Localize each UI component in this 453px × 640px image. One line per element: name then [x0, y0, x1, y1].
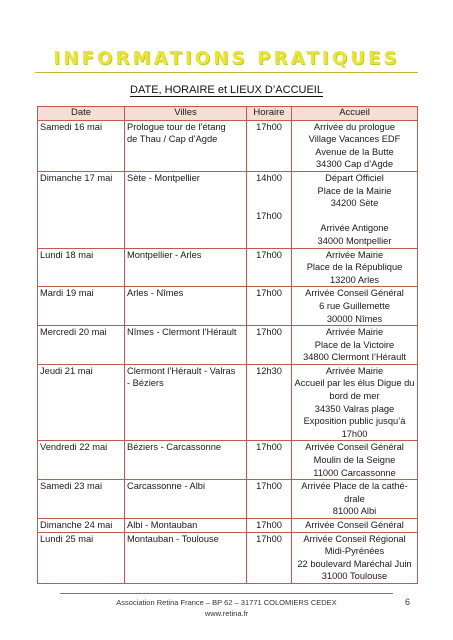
title-divider [35, 72, 418, 73]
table-row [38, 480, 418, 519]
cell-horaire [247, 480, 292, 519]
cell-accueil-line: Moulin de la Seigne [313, 455, 396, 466]
cell-date-line: Lundi 25 mai [40, 533, 94, 544]
footer-address: Association Retina France – BP 62 – 31771 COLOMIERS CEDEX [116, 598, 337, 607]
cell-horaire-line: 17h00 [256, 210, 282, 221]
cell-villes [125, 364, 247, 441]
cell-accueil-line: Arrivée du prologue [313, 121, 396, 132]
cell-date [38, 287, 125, 326]
cell-accueil-line: drale [344, 493, 365, 504]
cell-accueil-line: 17h00 [341, 428, 368, 439]
cell-date [38, 364, 125, 441]
cell-accueil-line: Place de la Mairie [317, 185, 392, 196]
header-horaire: Horaire [247, 107, 292, 121]
cell-accueil-line: Place de la Victoire [314, 339, 395, 350]
cell-accueil-line: Midi-Pyrénées [324, 546, 385, 557]
cell-villes [125, 248, 247, 287]
cell-villes-line: Arles - Nîmes [127, 288, 184, 299]
cell-accueil [292, 326, 418, 365]
cell-villes-line: Montauban - Toulouse [127, 533, 219, 544]
cell-accueil-line [294, 210, 415, 223]
cell-accueil [292, 287, 418, 326]
schedule-table [37, 106, 418, 584]
cell-accueil [292, 248, 418, 287]
cell-accueil [292, 519, 418, 533]
cell-accueil-line: 6 rue Guillemette [319, 300, 390, 311]
cell-accueil [292, 364, 418, 441]
table-row [38, 364, 418, 441]
cell-horaire-line: 17h00 [256, 121, 282, 132]
cell-accueil-line: 34300 Cap d’Agde [315, 159, 394, 170]
cell-date-line: Samedi 16 mai [40, 121, 103, 132]
cell-horaire [247, 532, 292, 583]
cell-accueil-line: Accueil par les élus Digue du [294, 378, 415, 389]
table-row [38, 171, 418, 248]
cell-horaire-line [249, 185, 289, 198]
cell-horaire-line: 17h00 [256, 481, 282, 492]
cell-villes-line: Béziers - Carcassonne [127, 442, 222, 453]
cell-horaire [247, 519, 292, 533]
cell-villes-line: Prologue tour de l’étang [127, 121, 226, 132]
cell-villes-line: Carcassonne - Albi [127, 481, 206, 492]
cell-accueil-line: 11000 Carcassonne [313, 467, 396, 478]
cell-accueil [292, 532, 418, 583]
cell-accueil-line: Arrivée Antigone [320, 223, 389, 234]
cell-accueil-line: Place de la République [306, 262, 403, 273]
cell-accueil [292, 441, 418, 480]
cell-horaire-line: 14h00 [256, 172, 282, 183]
table-row [38, 441, 418, 480]
cell-horaire [247, 171, 292, 248]
cell-horaire [247, 287, 292, 326]
cell-horaire-line: 12h30 [256, 365, 282, 376]
schedule-body [38, 120, 418, 583]
header-date: Date [38, 107, 125, 121]
cell-horaire-line: 17h00 [256, 288, 282, 299]
cell-villes [125, 519, 247, 533]
footer-website: www.retina.fr [204, 609, 249, 618]
cell-date-line: Vendredi 22 mai [40, 442, 108, 453]
cell-accueil-line: 22 boulevard Maréchal Juin [297, 558, 412, 569]
cell-accueil-line: 30000 Nîmes [326, 313, 383, 324]
cell-date [38, 519, 125, 533]
cell-accueil-line: 31000 Toulouse [321, 571, 388, 582]
cell-date [38, 171, 125, 248]
footer-divider [60, 593, 393, 594]
cell-villes-line: Nîmes - Clermont l’Hérault [127, 327, 237, 338]
cell-accueil-line: bord de mer [329, 391, 380, 402]
cell-accueil [292, 171, 418, 248]
section-subtitle [0, 84, 453, 96]
cell-villes-line: Montpellier - Arles [127, 249, 202, 260]
cell-villes [125, 120, 247, 171]
page-number: 6 [405, 597, 411, 607]
cell-villes [125, 287, 247, 326]
cell-date-line: Jeudi 21 mai [40, 365, 93, 376]
cell-horaire [247, 248, 292, 287]
cell-accueil-line: Village Vacances EDF [308, 134, 401, 145]
cell-accueil-line: 34350 Valras plage [314, 403, 395, 414]
cell-date-line: Dimanche 17 mai [40, 172, 113, 183]
cell-date [38, 532, 125, 583]
cell-accueil-line: Arrivée Conseil Général [305, 442, 404, 453]
cell-accueil-line: Arrivée Conseil Régional [303, 533, 406, 544]
cell-horaire-line: 17h00 [256, 442, 282, 453]
cell-horaire [247, 326, 292, 365]
footer [0, 597, 453, 619]
table-row [38, 287, 418, 326]
cell-horaire-line [249, 197, 289, 210]
table-row [38, 532, 418, 583]
cell-villes [125, 171, 247, 248]
cell-villes-line: Albi - Montauban [127, 520, 198, 530]
cell-accueil-line: 34800 Clermont l’Hérault [303, 352, 406, 363]
table-row [38, 248, 418, 287]
page-title: INFORMATIONS PRATIQUES [53, 48, 400, 69]
cell-accueil-line: 34200 Sète [330, 198, 379, 209]
cell-date [38, 120, 125, 171]
table-header-row [38, 107, 418, 121]
cell-accueil-line: Départ Officiel [325, 172, 384, 183]
cell-accueil-line: Arrivée Mairie [325, 365, 384, 376]
cell-accueil-line: Arrivée Conseil Général [305, 520, 404, 530]
cell-date [38, 441, 125, 480]
table-row [38, 120, 418, 171]
cell-accueil-line: 34000 Montpellier [317, 235, 392, 246]
cell-villes [125, 441, 247, 480]
header-villes: Villes [125, 107, 247, 121]
cell-accueil-line: Avenue de la Butte [315, 146, 394, 157]
cell-date [38, 480, 125, 519]
cell-date-line: Mardi 19 mai [40, 288, 94, 299]
cell-villes-line: Sète - Montpellier [127, 172, 200, 183]
cell-accueil-line: Arrivée Mairie [325, 327, 384, 338]
cell-horaire-line: 17h00 [256, 520, 282, 530]
cell-accueil-line: 81000 Albi [332, 506, 377, 517]
cell-accueil [292, 480, 418, 519]
cell-villes [125, 532, 247, 583]
cell-accueil-line: Exposition public jusqu’à [303, 416, 406, 427]
cell-date-line: Dimanche 24 mai [40, 520, 113, 530]
cell-villes-line: Clermont l’Hérault - Valras [127, 365, 236, 376]
cell-horaire [247, 441, 292, 480]
cell-villes-line: - Béziers [127, 378, 164, 389]
header-accueil: Accueil [292, 107, 418, 121]
cell-villes [125, 326, 247, 365]
table-row [38, 326, 418, 365]
cell-accueil-line: Arrivée Conseil Général [305, 288, 404, 299]
cell-accueil-line: 13200 Arles [329, 274, 380, 285]
table-row [38, 519, 418, 533]
cell-date-line: Lundi 18 mai [40, 249, 94, 260]
cell-accueil-line: Arrivée Place de la cathé- [301, 481, 408, 492]
cell-villes [125, 480, 247, 519]
cell-date [38, 326, 125, 365]
cell-date-line: Samedi 23 mai [40, 481, 103, 492]
cell-horaire-line: 17h00 [256, 249, 282, 260]
cell-villes-line: de Thau / Cap d’Agde [127, 134, 218, 145]
cell-horaire [247, 120, 292, 171]
cell-date-line: Mercredi 20 mai [40, 327, 107, 338]
cell-horaire-line: 17h00 [256, 327, 282, 338]
cell-horaire-line: 17h00 [256, 533, 282, 544]
subtitle-text: DATE, HORAIRE et LIEUX D’ACCUEIL [130, 84, 323, 96]
cell-accueil [292, 120, 418, 171]
cell-horaire [247, 364, 292, 441]
cell-accueil-line: Arrivée Mairie [325, 249, 384, 260]
cell-date [38, 248, 125, 287]
